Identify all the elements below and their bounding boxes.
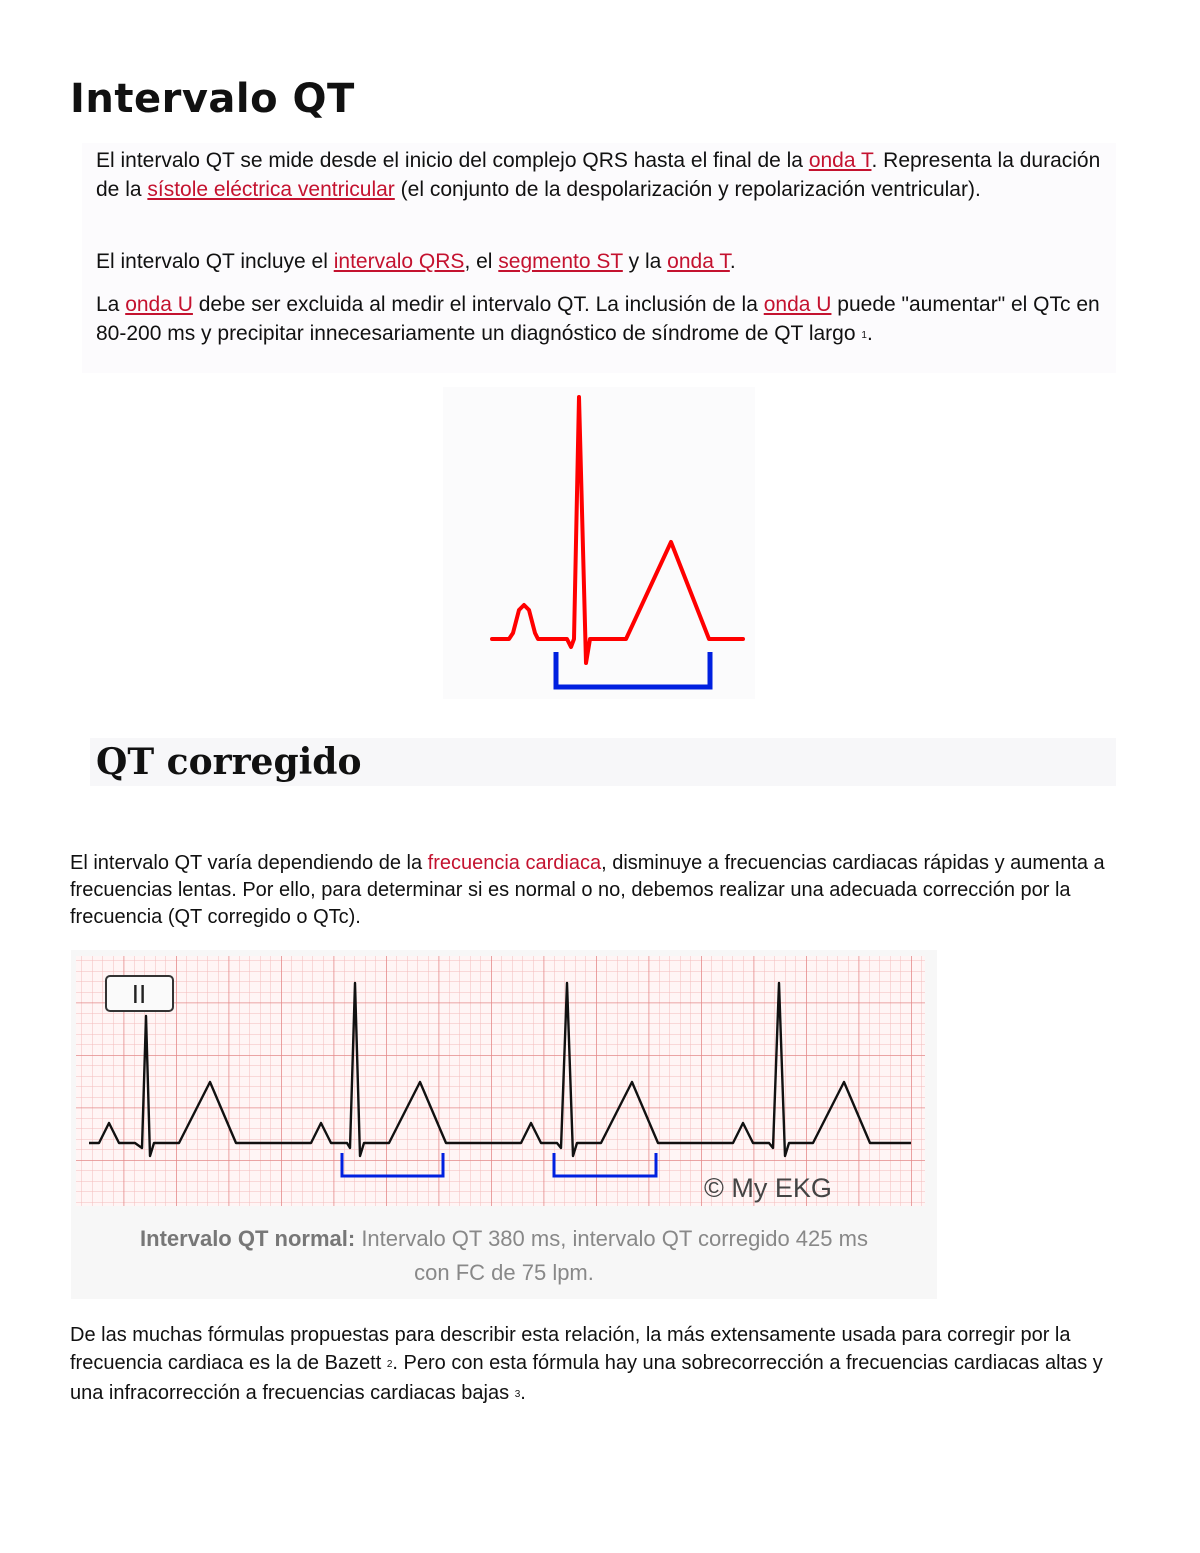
text: La	[96, 293, 126, 316]
reference-2[interactable]: 2	[386, 1359, 393, 1370]
text: . Pero con esta fórmula hay una sobrecorrección a frecuencias cardiacas altas y una infracorrección a frecuencias cardiacas bajas	[70, 1352, 1103, 1404]
link-onda-u[interactable]: onda U	[125, 293, 193, 316]
text: .	[729, 250, 736, 273]
text: .	[520, 1382, 526, 1404]
section-heading-qt-corregido: QT corregido	[96, 741, 362, 783]
paragraph-qt-definition	[96, 146, 1111, 204]
link-onda-u-2[interactable]: onda U	[763, 293, 832, 316]
link-onda-t-2[interactable]: onda T	[667, 250, 730, 273]
text: .	[866, 322, 873, 345]
paragraph-qt-includes	[96, 247, 1111, 276]
text: . Representa la duración de la	[96, 149, 1101, 201]
text: El intervalo QT se mide desde el inicio del complejo QRS hasta el final de la	[96, 149, 809, 172]
text: (el conjunto de la despolarización y repolarización ventricular).	[394, 178, 981, 201]
text: debe ser excluida al medir el intervalo QT. La inclusión de la	[192, 293, 764, 316]
caption-line2: con FC de 75 lpm.	[414, 1260, 594, 1285]
text: De las muchas fórmulas propuestas para describir esta relación, la más extensamente usada para corregir por la frecuencia cardiaca es la de Bazett	[70, 1324, 1071, 1374]
reference-1[interactable]: 1	[861, 330, 867, 341]
page-title: Intervalo QT	[70, 76, 355, 122]
link-intervalo-qrs[interactable]: intervalo QRS	[333, 250, 465, 273]
link-onda-t[interactable]: onda T	[808, 149, 872, 172]
qt-interval-diagram	[443, 387, 755, 699]
text: puede "aumentar" el QTc en 80-200 ms y precipitar innecesariamente un diagnóstico de síndrome de QT largo	[96, 293, 1100, 345]
text: y la	[622, 250, 668, 273]
ecg-grid	[76, 956, 925, 1206]
text: , el	[464, 250, 499, 273]
link-segmento-st[interactable]: segmento ST	[498, 250, 623, 273]
link-sistole-electrica[interactable]: sístole eléctrica ventricular	[147, 178, 395, 201]
figure-caption	[75, 1222, 933, 1290]
watermark: © My EKG	[704, 1173, 832, 1203]
lead-label: II	[131, 979, 147, 1009]
paragraph-onda-u	[96, 290, 1111, 350]
paragraph-qt-frecuencia	[70, 850, 1130, 931]
qt-bracket	[556, 652, 710, 687]
text-frecuencia-cardiaca[interactable]: frecuencia cardiaca	[427, 852, 602, 874]
reference-3[interactable]: 3	[514, 1389, 521, 1400]
text: El intervalo QT incluye el	[96, 250, 334, 273]
ecg-waveform	[492, 397, 743, 663]
paragraph-bazett	[70, 1321, 1140, 1409]
text: El intervalo QT varía dependiendo de la	[70, 852, 428, 874]
ecg-beat-svg	[443, 387, 755, 699]
caption-text: Intervalo QT 380 ms, intervalo QT corregido 425 ms	[355, 1226, 868, 1251]
text: , disminuye a frecuencias cardiacas rápidas y aumenta a frecuencias lentas. Por ello, para determinar si es normal o no, debemos realizar una adecuada corrección por la frecuencia (QT corregido o QTc).	[70, 852, 1105, 928]
caption-bold: Intervalo QT normal:	[140, 1226, 356, 1251]
ecg-strip-svg	[71, 950, 937, 1212]
